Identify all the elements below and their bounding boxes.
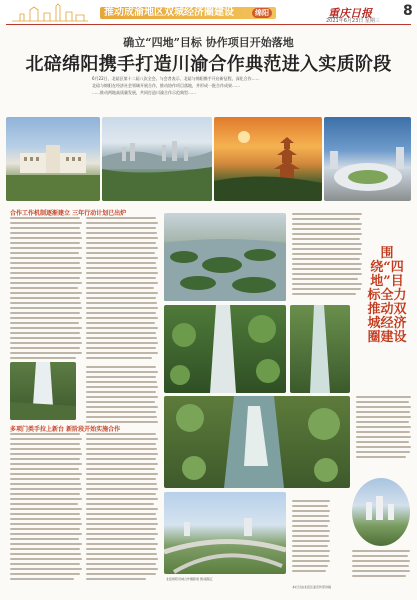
section-title-2: 多项门类手拉上新台 新阶段开始实施合作 [10, 426, 121, 433]
lead-paragraph-2: 北碚与绵阳在经济社会领域开展合作，推动协作项目落地，并形成一批合作成果…… [92, 83, 240, 88]
headline: 北碚绵阳携手打造川渝合作典范进入实质阶段 [25, 54, 392, 75]
section-title-1: 合作工作机制逐渐建立 三年行动计划已出炉 [10, 210, 127, 217]
photo-stadium-aerial [324, 117, 411, 201]
photo-city-river-view [102, 117, 212, 201]
photo-waterfall [10, 362, 76, 420]
skyline-decoration [10, 2, 90, 22]
photo-university-campus [6, 117, 100, 201]
side-column-title: 围绕“四地”目标全力推动双城经济圈建设 [367, 246, 407, 345]
photo-forest-waterfall [164, 305, 286, 393]
photo-pagoda-sunset [214, 117, 322, 201]
header-rule [6, 24, 411, 25]
page-number: 8 [403, 3, 413, 19]
lead-paragraph-1: 6月22日，北碚区第十二届八次全会。与会者表示，北碚与绵阳携手开启新征程，深化合作…… [92, 76, 260, 81]
photo-gorge-stream [290, 305, 350, 393]
kicker: 确立“四地”目标 协作项目开始落地 [123, 36, 294, 49]
photo-lake-islands [164, 213, 286, 301]
photo-canyon-river [164, 396, 350, 488]
date-line: 2021年6月23日 星期三 [326, 18, 380, 24]
photo-credit: 北碚绵阳双城合作摄影展 图/嘉陵江 [166, 577, 213, 581]
page-header [0, 0, 417, 24]
newspaper-logo: 重庆日报 [328, 7, 372, 20]
section-tag: 推动成渝地区双城经济圈建设 [104, 7, 234, 18]
right-credit: 本栏目由北碚区委宣传部供稿 [292, 585, 332, 589]
photo-highway-interchange [164, 492, 286, 574]
photo-city-circle [352, 478, 410, 546]
lead-paragraph-3: ……推动两地高质量发展，共同打造川渝合作示范典型…… [92, 90, 196, 95]
sub-tag: 绵阳 [252, 8, 272, 18]
